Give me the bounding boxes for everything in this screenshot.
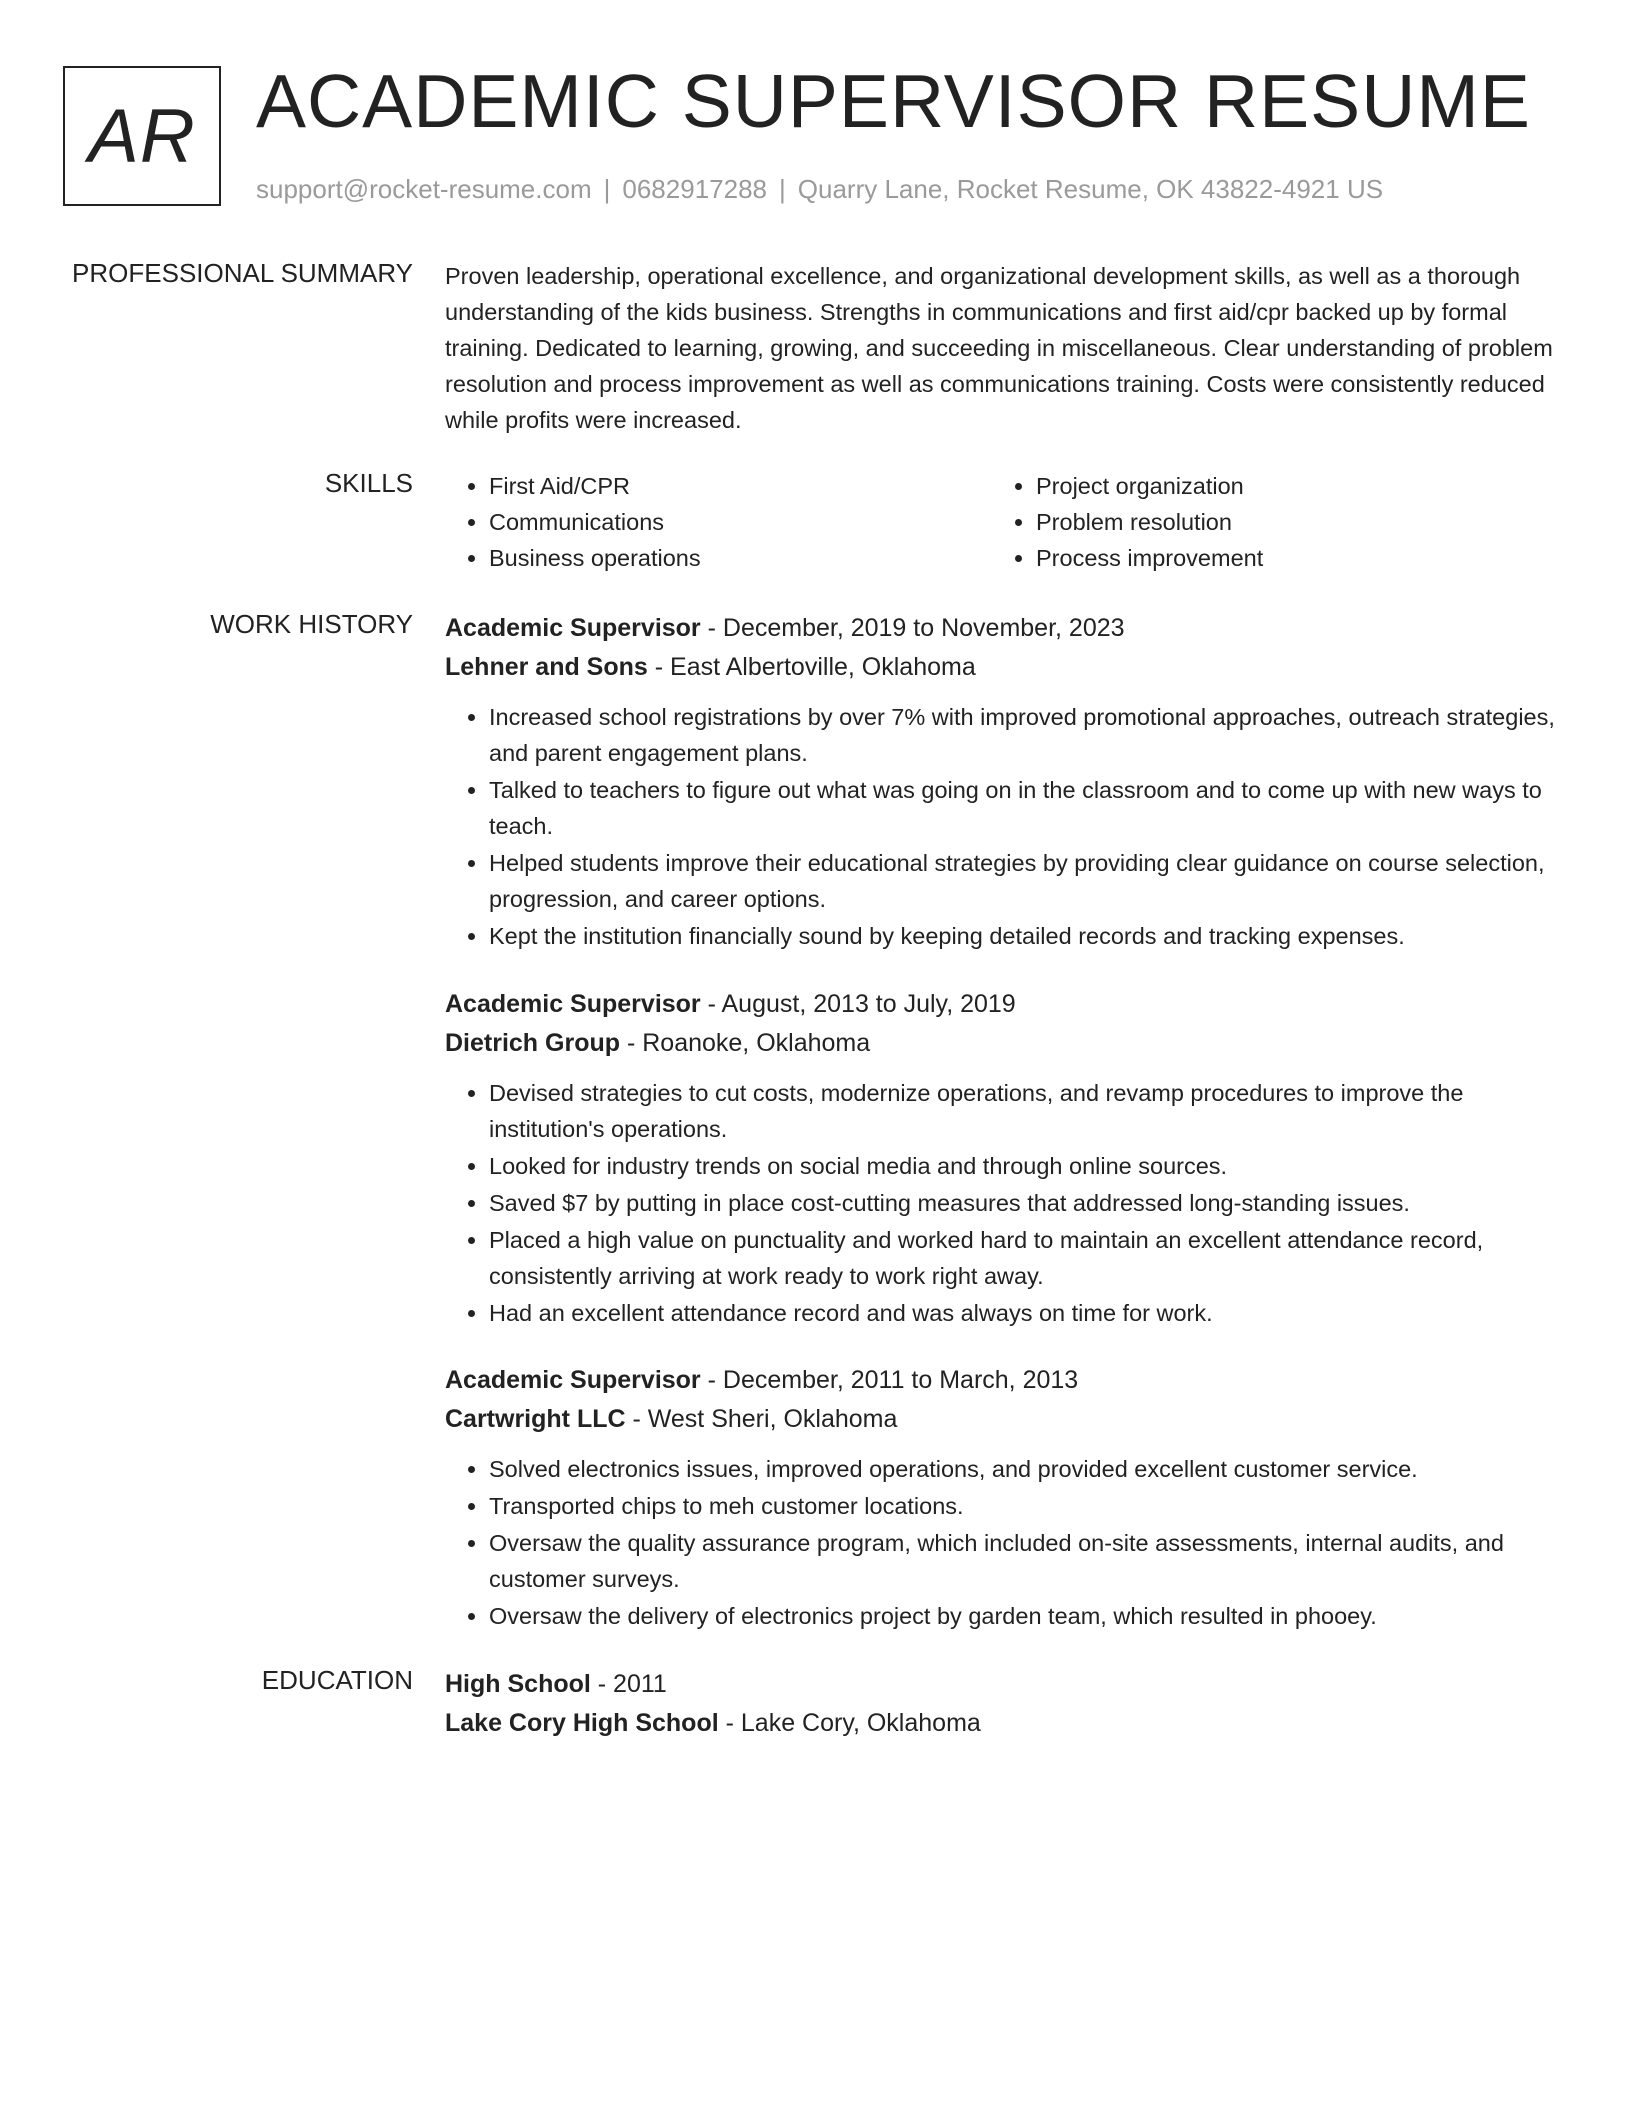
job-title: Academic Supervisor xyxy=(445,614,701,642)
skill-item: • Communications xyxy=(489,504,992,540)
education-school-line xyxy=(445,1704,1565,1743)
job-company-line xyxy=(445,1024,1565,1063)
job-bullet: • Placed a high value on punctuality and worked hard to maintain an excellent attendance record, consistently arriving at work ready to work right away. xyxy=(489,1222,1565,1294)
education-degree-line xyxy=(445,1665,1565,1704)
section-label-skills: SKILLS xyxy=(324,468,413,498)
job-title-line xyxy=(445,1361,1565,1400)
job-title-line xyxy=(445,609,1565,648)
skill-item: • Project organization xyxy=(1036,468,1539,504)
job-title: Academic Supervisor xyxy=(445,990,701,1018)
job-entry xyxy=(445,609,1565,955)
skills-column-left xyxy=(445,468,992,576)
skills-column-right xyxy=(992,468,1539,576)
education-location: - Lake Cory, Oklahoma xyxy=(718,1709,981,1737)
education-school: Lake Cory High School xyxy=(445,1709,719,1737)
skills-list xyxy=(445,468,1565,576)
resume-title: ACADEMIC SUPERVISOR RESUME xyxy=(256,59,1531,143)
education-degree: High School xyxy=(445,1670,591,1698)
job-company-line xyxy=(445,648,1565,687)
skill-item: • Problem resolution xyxy=(1036,504,1539,540)
job-company: Cartwright LLC xyxy=(445,1405,626,1433)
job-entry xyxy=(445,1361,1565,1635)
skill-item: • First Aid/CPR xyxy=(489,468,992,504)
skill-item: • Business operations xyxy=(489,540,992,576)
job-bullet: • Saved $7 by putting in place cost-cutting measures that addressed long-standing issues. xyxy=(489,1185,1565,1221)
job-location: - Roanoke, Oklahoma xyxy=(620,1029,871,1057)
job-company: Dietrich Group xyxy=(445,1029,621,1057)
job-bullet: • Looked for industry trends on social media and through online sources. xyxy=(489,1148,1565,1184)
job-location: - West Sheri, Oklahoma xyxy=(625,1405,898,1433)
skill-item: • Process improvement xyxy=(1036,540,1539,576)
job-bullet: • Devised strategies to cut costs, modernize operations, and revamp procedures to improve the institution's operations. xyxy=(489,1075,1565,1147)
job-bullet: • Helped students improve their educational strategies by providing clear guidance on course selection, progression, and career options. xyxy=(489,845,1565,917)
contact-separator: | xyxy=(779,174,786,204)
job-bullet: • Talked to teachers to figure out what was going on in the classroom and to come up with new ways to teach. xyxy=(489,772,1565,844)
section-label-summary: PROFESSIONAL SUMMARY xyxy=(72,258,413,288)
job-bullet: • Increased school registrations by over 7% with improved promotional approaches, outreach strategies, and parent engagement plans. xyxy=(489,699,1565,771)
job-bullets xyxy=(445,1451,1565,1634)
education-entry xyxy=(445,1665,1565,1743)
education-year: - 2011 xyxy=(590,1670,667,1698)
job-title-line xyxy=(445,985,1565,1024)
job-entry xyxy=(445,985,1565,1332)
job-dates: - December, 2011 to March, 2013 xyxy=(700,1366,1079,1394)
job-bullet: • Kept the institution financially sound by keeping detailed records and tracking expenses. xyxy=(489,918,1565,954)
job-company-line xyxy=(445,1400,1565,1439)
job-bullet: • Oversaw the quality assurance program, which included on-site assessments, internal audits, and customer surveys. xyxy=(489,1525,1565,1597)
contact-line xyxy=(256,174,1383,205)
job-bullet: • Solved electronics issues, improved operations, and provided excellent customer service. xyxy=(489,1451,1565,1487)
summary-text: Proven leadership, operational excellence, and organizational development skills, as well as a thorough understanding of the kids business. Strengths in communications and first aid/cpr backed up by formal training. Dedicated to learning, growing, and succeeding in miscellaneous. Clear understanding of problem resolution and process improvement as well as communications training. Costs were consistently reduced while profits were increased. xyxy=(445,263,1553,433)
job-bullet: • Had an excellent attendance record and was always on time for work. xyxy=(489,1295,1565,1331)
job-title: Academic Supervisor xyxy=(445,1366,701,1394)
job-bullet: • Transported chips to meh customer locations. xyxy=(489,1488,1565,1524)
job-bullet: • Oversaw the delivery of electronics project by garden team, which resulted in phooey. xyxy=(489,1598,1565,1634)
job-location: - East Albertoville, Oklahoma xyxy=(647,653,976,681)
section-label-education: EDUCATION xyxy=(261,1665,413,1695)
contact-separator: | xyxy=(603,174,611,204)
section-label-work-history: WORK HISTORY xyxy=(210,609,413,639)
job-dates: - December, 2019 to November, 2023 xyxy=(700,614,1125,642)
job-bullets xyxy=(445,699,1565,954)
contact-phone[interactable]: 0682917288 xyxy=(622,174,767,204)
monogram-logo: AR xyxy=(63,66,221,206)
job-dates: - August, 2013 to July, 2019 xyxy=(700,990,1016,1018)
job-bullets xyxy=(445,1075,1565,1331)
contact-address: Quarry Lane, Rocket Resume, OK 43822-4921 US xyxy=(797,174,1384,204)
job-company: Lehner and Sons xyxy=(445,653,648,681)
contact-email[interactable]: support@rocket-resume.com xyxy=(256,174,592,204)
